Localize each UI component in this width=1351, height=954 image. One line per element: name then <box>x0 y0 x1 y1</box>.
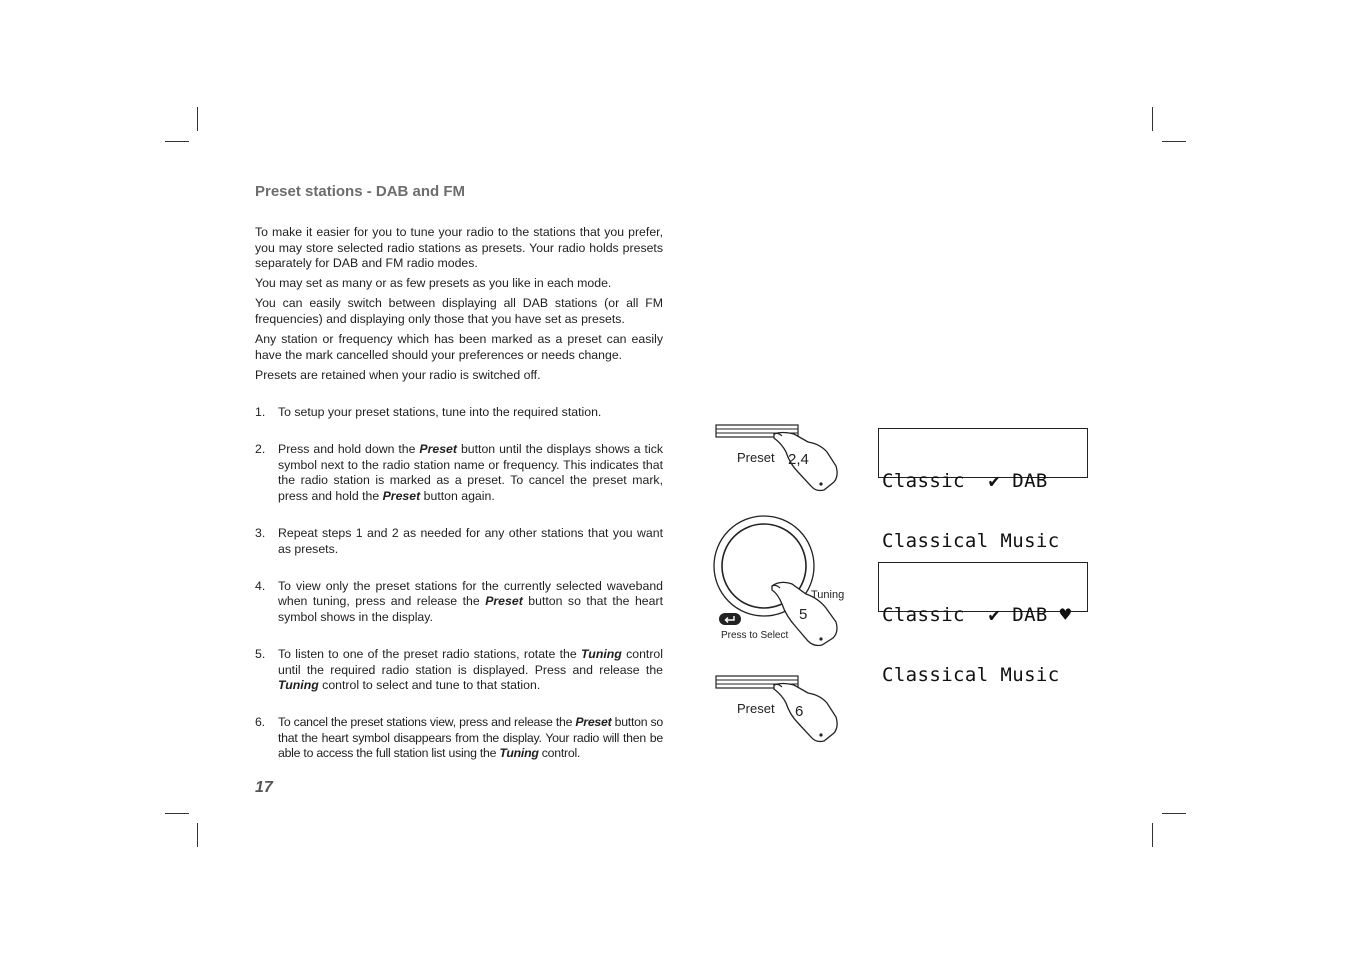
lcd-line-2: Classical Music <box>882 530 1060 552</box>
step-text: button until the displays shows a tick symbol next to the radio station name or frequency. This indicates that the radio station is marked as a preset. To cancel the preset mark, press and hold the <box>278 442 663 503</box>
step-number: 1. <box>255 405 266 419</box>
preset-button-label: Preset <box>737 701 775 716</box>
crop-mark <box>1162 141 1186 142</box>
step-reference: 5 <box>799 606 808 623</box>
intro-text <box>255 225 663 388</box>
tuning-term: Tuning <box>581 646 622 661</box>
crop-mark <box>197 823 198 847</box>
crop-mark <box>1162 813 1186 814</box>
step-number: 5. <box>255 646 266 661</box>
crop-mark <box>1152 107 1153 131</box>
preset-term: Preset <box>485 594 523 609</box>
step-number: 4. <box>255 578 266 593</box>
lcd-display-preset-marked <box>878 428 1088 552</box>
intro-paragraph: Presets are retained when your radio is switched off. <box>255 367 541 382</box>
step-number: 6. <box>255 715 265 730</box>
preset-button-illustration <box>712 420 847 495</box>
tuning-label: Tuning <box>811 589 845 601</box>
enter-icon <box>719 613 741 625</box>
tuning-control-illustration <box>706 510 856 650</box>
pointing-hand-icon <box>774 684 837 742</box>
step-item <box>255 579 663 626</box>
page-number: 17 <box>255 779 273 796</box>
crop-mark <box>165 141 189 142</box>
crop-mark <box>197 107 198 131</box>
intro-paragraph: You can easily switch between displaying all DAB stations (or all FM frequencies) and displaying only those that you have set as presets. <box>255 296 663 326</box>
preset-button-label: Preset <box>737 450 775 465</box>
step-item <box>255 405 663 421</box>
step-text: button so that the heart symbol shows in the display. <box>278 594 663 624</box>
lcd-line-1: Classic ✔ DAB ♥ <box>882 604 1072 626</box>
step-text: control until the required radio station is displayed. Press and release the <box>278 646 663 677</box>
step-number: 2. <box>255 442 266 457</box>
step-item <box>255 647 663 694</box>
lcd-line-2: Classical Music <box>882 664 1060 686</box>
step-text: Repeat steps 1 and 2 as needed for any other stations that you want as presets. <box>278 525 663 556</box>
preset-button-illustration <box>712 671 847 746</box>
step-item <box>255 526 663 557</box>
tuning-term: Tuning <box>278 678 319 693</box>
press-to-select-caption: Press to Select <box>721 630 789 641</box>
lcd-line-1: Classic ✔ DAB <box>882 470 1048 492</box>
tuning-term: Tuning <box>499 746 539 761</box>
lcd-display-preset-view <box>878 562 1088 686</box>
step-text: To cancel the preset stations view, press and release the <box>278 715 576 730</box>
step-text: button so that the heart symbol disappears from the display. Your radio will then be able to access the full station list using the <box>278 715 663 761</box>
intro-paragraph: Any station or frequency which has been marked as a preset can easily have the mark cancelled should your preferences or needs change. <box>255 332 663 362</box>
steps-list <box>255 405 663 762</box>
section-heading: Preset stations - DAB and FM <box>255 183 466 200</box>
preset-term: Preset <box>382 488 421 503</box>
step-item <box>255 442 663 504</box>
step-reference: 2,4 <box>788 451 809 468</box>
preset-term: Preset <box>419 442 457 457</box>
step-item <box>255 715 663 762</box>
crop-mark <box>1152 823 1153 847</box>
step-text: To view only the preset stations for the currently selected waveband when tuning, press and release the <box>278 578 663 609</box>
step-text: control to select and tune to that station. <box>318 678 541 693</box>
step-text: button again. <box>420 488 495 503</box>
step-text: To setup your preset stations, tune into the required station. <box>278 405 602 419</box>
step-text: control. <box>538 746 581 761</box>
intro-paragraph: To make it easier for you to tune your radio to the stations that you prefer, you may store selected radio stations as presets. Your radio holds presets separately for DAB and FM radio modes. <box>255 225 663 271</box>
step-number: 3. <box>255 525 266 540</box>
step-text: Press and hold down the <box>278 442 420 457</box>
step-reference: 6 <box>795 703 804 720</box>
crop-mark <box>165 813 189 814</box>
step-text: To listen to one of the preset radio stations, rotate the <box>278 646 582 661</box>
preset-term: Preset <box>575 715 612 730</box>
intro-paragraph: You may set as many or as few presets as you like in each mode. <box>255 276 612 291</box>
